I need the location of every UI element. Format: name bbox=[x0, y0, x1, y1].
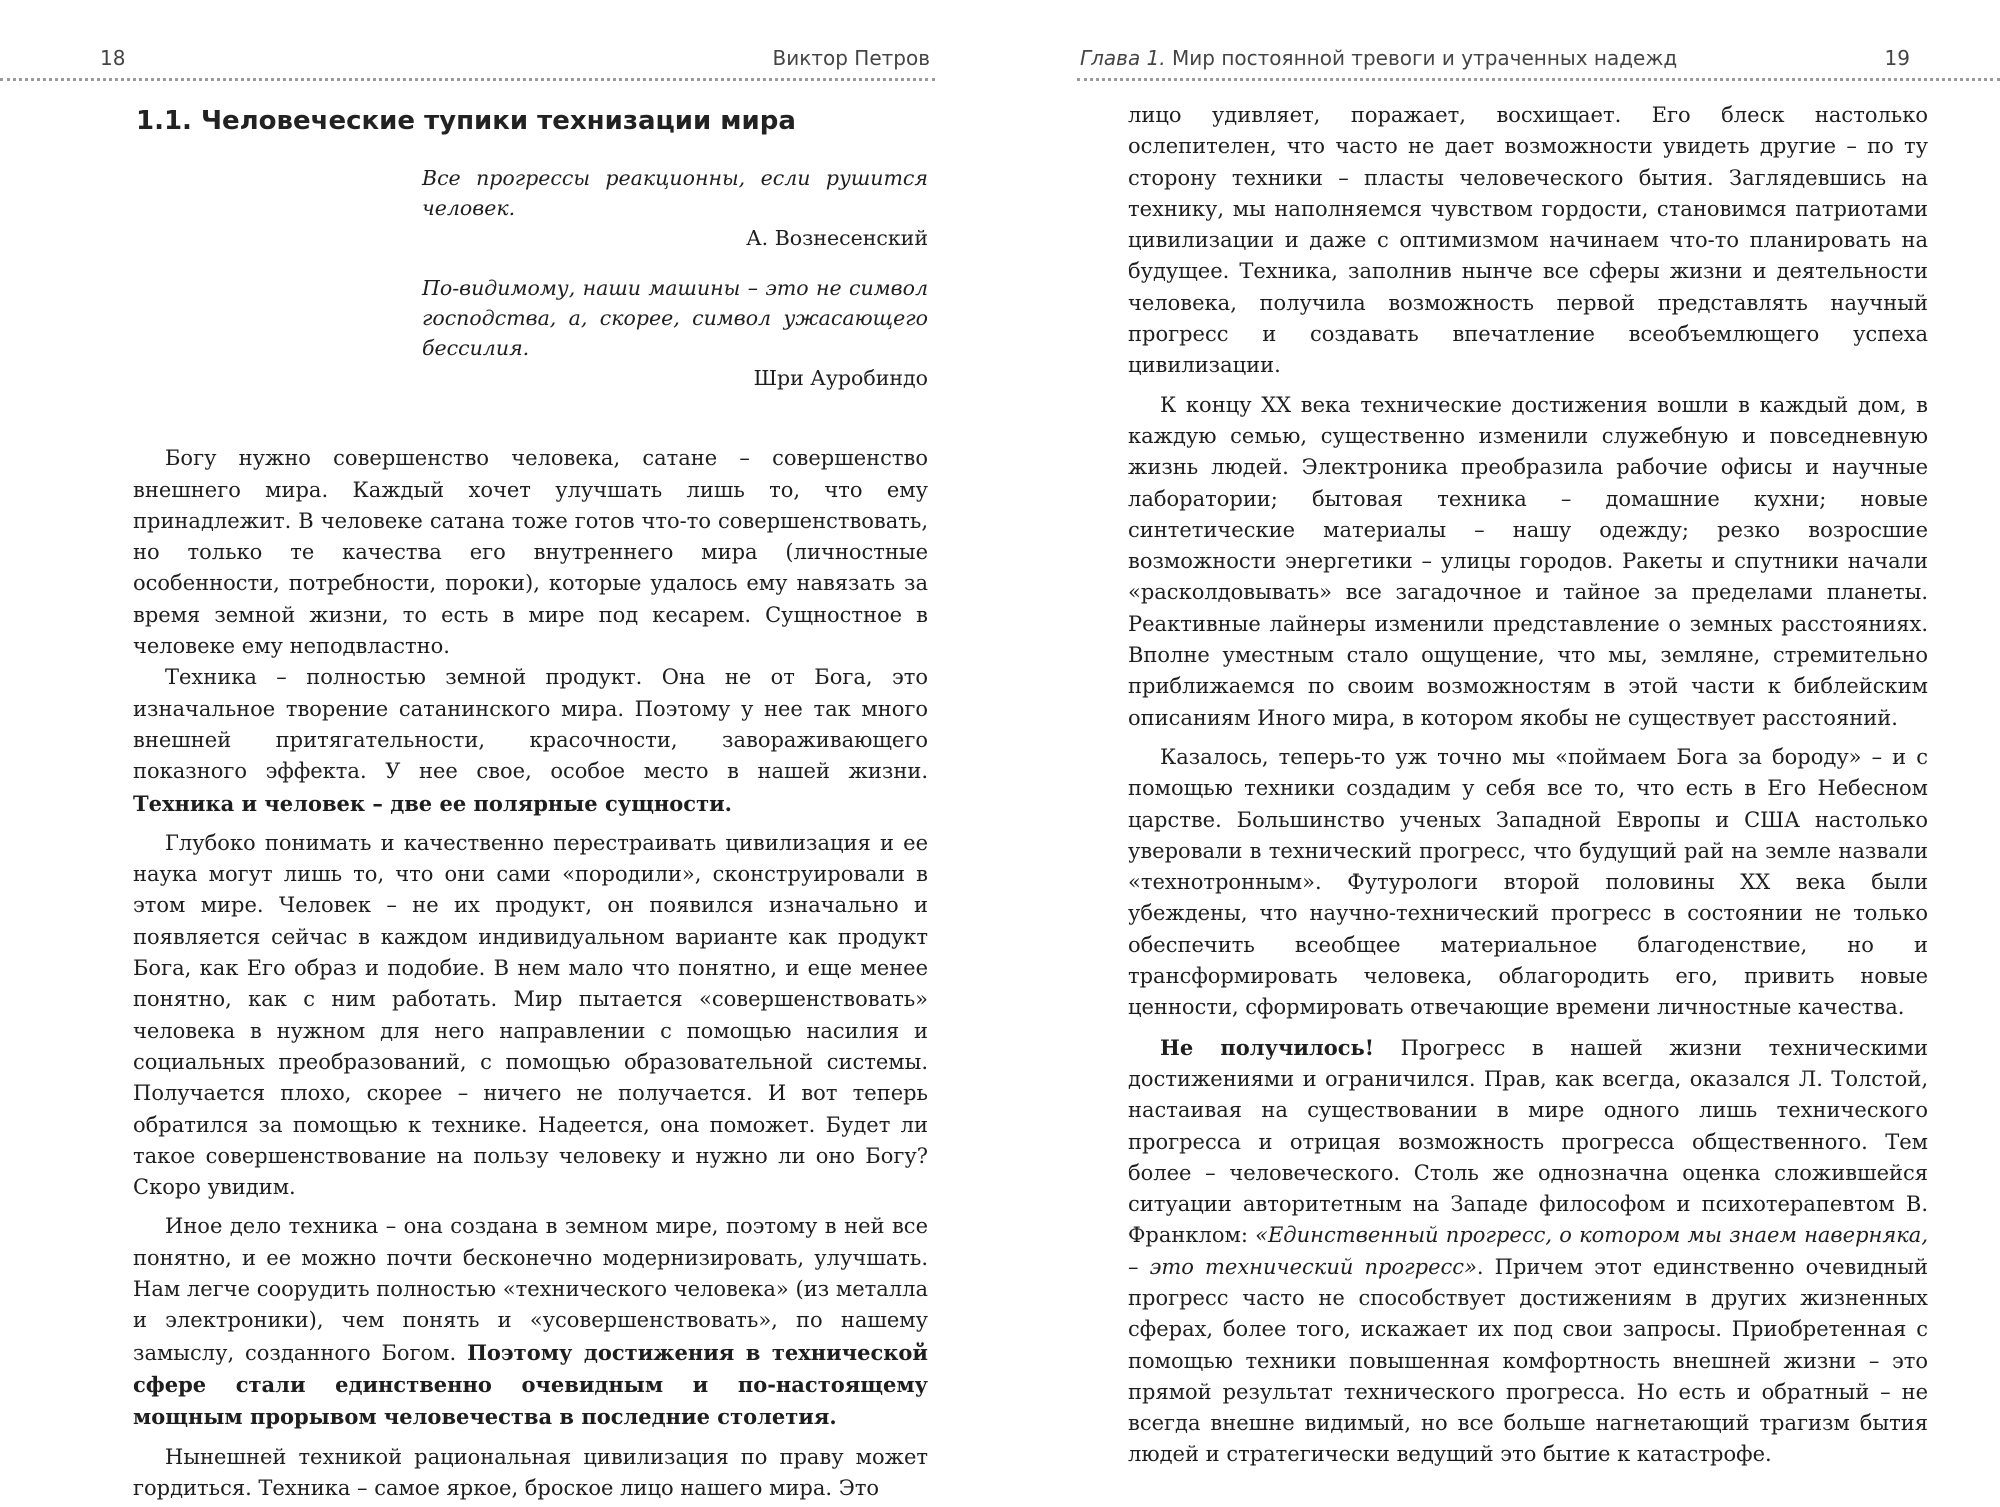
chapter-heading bbox=[1080, 46, 1677, 70]
paragraph: лицо удивляет, поражает, восхищает. Его блеск настолько ослепителен, что часто не дает возможности увидеть другие – по ту сторону техники – пласты человеческого бытия. Заглядевшись на технику, мы наполняемся чувством гордости, становимся патриотами цивилизации и даже с оптимизмом начинаем что-то планировать на будущее. Техника, заполнив нынче все сферы жизни и деятельности человека, получила возможность первой представлять научный прогресс и создавать впечатление всеобъемлющего успеха цивилизации. bbox=[1128, 103, 1928, 378]
epigraph-1 bbox=[422, 163, 928, 253]
bold-emphasis: Техника и человек – две ее полярные сущности. bbox=[133, 790, 732, 816]
left-page bbox=[0, 0, 950, 1507]
paragraph: Иное дело техника – она создана в земном мире, поэтому в ней все понятно, и ее можно почти бесконечно модернизировать, улучшать. Нам легче соорудить полностью «технического человека» (из металла и электроники), чем понять и «усовершенствовать», по нашему замыслу, созданного Богом. Поэтому достижения в технической сфере стали единственно очевидным и по-настоящему мощным прорывом человечества в последние столетия. bbox=[133, 1214, 928, 1430]
bold-emphasis: Поэтому достижения в технической сфере стали единственно очевидным и по-настоящему мощным прорывом человечества в последние столетия. bbox=[133, 1339, 928, 1430]
epigraph-2 bbox=[422, 273, 928, 393]
left-header-divider bbox=[0, 78, 935, 81]
epigraph-author: А. Вознесенский bbox=[746, 226, 928, 251]
paragraph: Не получилось! Прогресс в нашей жизни техническими достижениями и ограничился. Прав, как всегда, оказался Л. Толстой, настаивая на существовании в мире одного лишь технического прогресса и отрицая возможность прогресса общественного. Тем более – человеческого. Столь же однозначна оценка сложившейся ситуации авторитетным на Западе философом и психотерапевтом В. Франклом: «Единственный прогресс, о котором мы знаем наверняка, – это технический прогресс». Причем этот единственно очевидный прогресс часто не способствует достижениям в других жизненных сферах, более того, искажает их под свои запросы. Приобретенная с помощью техники повышенная комфортность внешней жизни – это прямой результат технического прогресса. Но есть и обратный – не всегда внешне видимый, но все больше нагнетающий трагизм бытия людей и стратегически ведущий это бытие к катастрофе. bbox=[1128, 1034, 1928, 1467]
paragraph: К концу XX века технические достижения вошли в каждый дом, в каждую семью, существенно изменили служебную и повседневную жизнь людей. Электроника преобразила рабочие офисы и научные лаборатории; бытовая техника – домашние кухни; новые синтетические материалы – нашу одежду; резко возросшие возможности энергетики – улицы городов. Ракеты и спутники начали «расколдовывать» все загадочное и тайное за пределами планеты. Реактивные лайнеры изменили представление о земных расстояниях. Вполне уместным стало ощущение, что мы, земляне, стремительно приближаемся по своим возможностям в этой части к библейским описаниям Иного мира, в котором якобы не существует расстояний. bbox=[1128, 392, 1928, 730]
section-title: 1.1. Человеческие тупики технизации мира bbox=[136, 106, 796, 136]
epigraph-quote: Все прогрессы реакционны, если рушится человек. bbox=[422, 166, 928, 221]
right-running-head bbox=[1080, 38, 1910, 78]
author-name: Виктор Петров bbox=[772, 46, 930, 70]
left-page-number: 18 bbox=[100, 46, 126, 70]
bold-emphasis: Не получилось! bbox=[1160, 1034, 1375, 1060]
right-page-content bbox=[1128, 100, 1928, 1471]
italic-quote: «Единственный прогресс, о котором мы знаем наверняка, – это технический прогресс» bbox=[1128, 1223, 1928, 1279]
paragraph: Глубоко понимать и качественно перестраивать цивилизация и ее наука могут лишь то, что они сами «породили», сконструировали в этом мире. Человек – не их продукт, он появился изначально и появляется сейчас в каждом индивидуальном варианте как продукт Бога, как Его образ и подобие. В нем мало что понятно, и еще менее понятно, как с ним работать. Мир пытается «совершенствовать» человека в нужном для него направлении с помощью насилия и социальных преобразований, с помощью образовательной системы. Получается плохо, скорее – ничего не получается. И вот теперь обратился за помощью к технике. Надеется, она поможет. Будет ли такое совершенствование на пользу человеку и нужно ли оно Богу? Скоро увидим. bbox=[133, 830, 928, 1200]
chapter-label: Глава 1. bbox=[1080, 46, 1166, 70]
epigraph-quote: По-видимому, наши машины – это не символ господства, а, скорее, символ ужасающего бессилия. bbox=[422, 276, 928, 361]
epigraph-author: Шри Ауробиндо bbox=[753, 366, 928, 391]
paragraph: Богу нужно совершенство человека, сатане – совершенство внешнего мира. Каждый хочет улучшать лишь то, что ему принадлежит. В человеке сатана тоже готов что-то совершенствовать, но только те качества его внутреннего мира (личностные особенности, потребности, пороки), которые удалось ему навязать за время земной жизни, то есть в мире под кесарем. Сущностное в человеке ему неподвластно. bbox=[133, 446, 928, 659]
right-page bbox=[1050, 0, 2000, 1507]
right-page-number: 19 bbox=[1884, 46, 1910, 70]
chapter-title: Мир постоянной тревоги и утраченных надежд bbox=[1172, 46, 1678, 70]
paragraph: Нынешней техникой рациональная цивилизация по праву может гордиться. Техника – самое яркое, броское лицо нашего мира. Это bbox=[133, 1444, 928, 1500]
paragraph: Техника – полностью земной продукт. Она не от Бога, это изначальное творение сатанинского мира. Поэтому у нее так много внешней притягательности, красочности, завораживающего показного эффекта. У нее свое, особое место в нашей жизни. Техника и человек – две ее полярные сущности. bbox=[133, 665, 928, 816]
paragraph: Казалось, теперь-то уж точно мы «поймаем Бога за бороду» – и с помощью техники создадим у себя все то, что есть в Его Небесном царстве. Большинство ученых Западной Европы и США настолько уверовали в технический прогресс, что будущий рай на земле назвали «технотронным». Футурологи второй половины XX века были убеждены, что научно-технический прогресс в состоянии не только обеспечить всеобщее материальное благоденствие, но и трансформировать человека, облагородить его, привить новые ценности, сформировать отвечающие времени личностные качества. bbox=[1128, 744, 1928, 1020]
left-running-head bbox=[100, 38, 930, 78]
right-header-divider bbox=[1077, 78, 2000, 81]
left-page-content bbox=[133, 100, 928, 1504]
